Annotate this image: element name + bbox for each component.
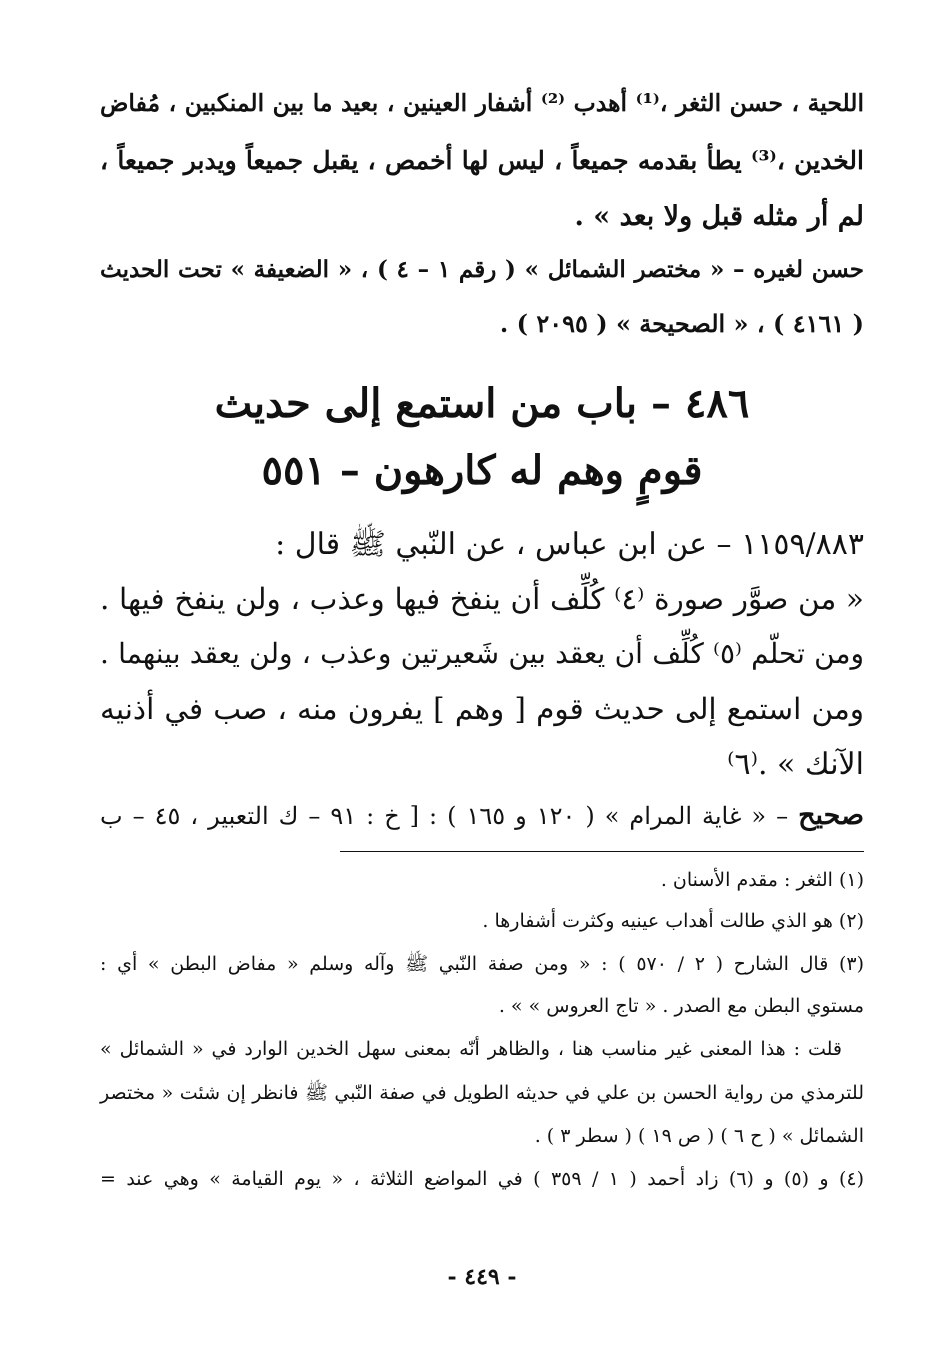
footnote-line: مستوي البطن مع الصدر . « تاج العروس » » . — [498, 995, 864, 1017]
reference-line: حسن لغيره – « مختصر الشمائل » ( رقم ١ – ٤ ) ، « الضعيفة » تحت الحديث — [100, 256, 864, 283]
grade-reference: – « غاية المرام » ( ١٢٠ و ١٦٥ ) : [ خ : ٩١ – ك التعبير ، ٤٥ – ب — [100, 802, 799, 830]
body-line: لم أر مثله قبل ولا بعد » . — [574, 201, 864, 232]
chapter-title-line: قومٍ وهم له كارهون – ٥٥١ — [261, 447, 703, 494]
reference-line: ( ٤١٦١ ) ، « الصحيحة » ( ٢٠٩٥ ) . — [499, 309, 864, 338]
footnote-line: (٣) قال الشارح ( ٢ / ٥٧٠ ) : « ومن صفة النّبي ﷺ وآله وسلم « مفاض البطن » أي : — [100, 953, 865, 975]
hadith-line: ومن استمع إلى حديث قوم [ وهم ] يفرون منه ، صب في أذنيه — [100, 692, 864, 726]
footnote-divider — [340, 851, 864, 852]
hadith-line: الآنك » .⁽٦⁾ — [727, 747, 864, 782]
footnote-line: (٤) و (٥) و (٦) زاد أحمد ( ١ / ٣٥٩ ) في المواضع الثلاثة ، « يوم القيامة » وهي عند = — [100, 1168, 865, 1190]
hadith-line: ١١٥٩/٨٨٣ – عن ابن عباس ، عن النّبي ﷺ قال : — [275, 527, 864, 562]
book-page — [100, 0, 864, 1361]
body-line: اللحية ، حسن الثغر ،⁽¹⁾ أهدب ⁽²⁾ أشفار العينين ، بعيد ما بين المنكبين ، مُفاض — [100, 89, 864, 117]
footnote-line: للترمذي من رواية الحسن بن علي في حديثه الطويل في صفة النّبي ﷺ فانظر إن شئت « مختصر — [100, 1082, 864, 1104]
footnote-line: (٢) هو الذي طالت أهداب عينيه وكثرت أشفارها . — [482, 910, 864, 932]
page-number: - ٤٤٩ - — [447, 1264, 517, 1290]
grade-word: صحيح — [798, 800, 865, 831]
hadith-grade — [100, 802, 864, 829]
body-line: الخدين ،⁽³⁾ يطأ بقدمه جميعاً ، ليس لها أخمص ، يقبل جميعاً ويدبر جميعاً ، — [100, 146, 864, 175]
footnote-line: (١) الثغر : مقدم الأسنان . — [660, 869, 864, 891]
hadith-line: ومن تحلّم ⁽٥⁾ كُلِّف أن يعقد بين شَعيرتين وعذب ، ولن يعقد بينهما . — [100, 637, 864, 670]
chapter-title-line: ٤٨٦ – باب من استمع إلى حديث — [214, 380, 750, 427]
hadith-line: « من صوَّر صورة ⁽٤⁾ كُلِّف أن ينفخ فيها وعذب ، ولن ينفخ فيها . — [100, 582, 864, 616]
footnote-line: الشمائل » ( ح ٦ ) ( ص ١٩ ) ( سطر ٣ ) . — [534, 1125, 864, 1147]
footnote-line: قلت : هذا المعنى غير مناسب هنا ، والظاهر أنّه بمعنى سهل الخدين الوارد في « الشمائل » — [100, 1038, 842, 1060]
